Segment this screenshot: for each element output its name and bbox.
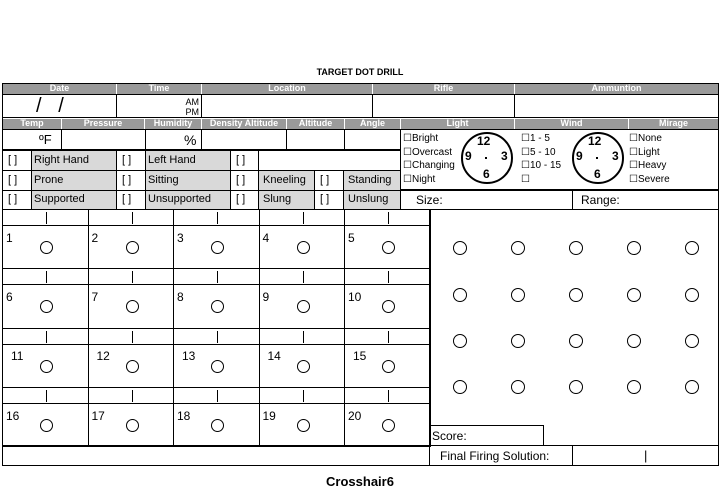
time-am: AM [185,97,199,107]
light-night[interactable]: ☐Night [403,173,436,185]
header-ammunition: Ammuntion [515,84,718,94]
tick-strip [89,403,174,404]
form-title: TARGET DOT DRILL [316,67,404,77]
target-cell [344,387,431,447]
tick-mark [388,212,389,224]
header-mirage: Mirage [629,119,718,129]
target-dot[interactable] [40,300,53,313]
target-dot[interactable] [453,288,467,302]
checkbox-sitting[interactable]: [ ] [116,170,146,191]
light-options [403,132,455,186]
checkbox-unsupported[interactable]: [ ] [116,190,146,210]
target-dot[interactable] [297,241,310,254]
light-overcast[interactable]: ☐Overcast [403,146,452,158]
size-field[interactable]: Size: [400,190,573,210]
checkbox-left-hand[interactable]: [ ] [116,150,146,171]
tick-mark [388,271,389,283]
header-angle: Angle [345,119,400,129]
target-dot[interactable] [40,419,53,432]
checkbox-slung[interactable]: [ ] [230,190,259,210]
target-dot[interactable] [453,334,467,348]
checkbox-unslung[interactable]: [ ] [314,190,344,210]
tick-mark [217,331,218,343]
tick-mark [132,271,133,283]
target-number: 13 [182,348,196,363]
target-cell [2,209,89,269]
target-cell [173,268,260,328]
target-cell [344,328,431,388]
tick-strip [174,225,259,226]
target-number: 14 [267,348,281,363]
target-dot[interactable] [569,334,583,348]
target-cell [259,328,346,388]
position-sitting: Sitting [145,170,231,191]
target-cell [2,328,89,388]
tick-strip [174,344,259,345]
dot-target-grid [429,209,719,446]
position-left-hand: Left Hand [145,150,231,171]
location-field[interactable] [201,94,373,118]
target-dot[interactable] [453,241,467,255]
target-number: 7 [91,290,99,305]
target-dot[interactable] [297,419,310,432]
target-dot[interactable] [511,334,525,348]
target-dot[interactable] [627,241,641,255]
target-cell [259,387,346,447]
pressure-field[interactable] [61,129,146,150]
target-cell [173,328,260,388]
tick-mark [388,390,389,402]
tick-mark [46,331,47,343]
target-dot[interactable] [569,241,583,255]
header-pressure: Pressure [62,119,144,129]
time-pm: PM [185,107,199,117]
target-number: 12 [96,348,110,363]
target-number: 18 [177,408,191,423]
header-light: Light [401,119,514,129]
checkbox-right-hand[interactable]: [ ] [2,150,32,171]
tick-strip [345,284,430,285]
tick-mark [303,212,304,224]
target-cell [88,209,175,269]
target-dot[interactable] [382,300,395,313]
target-cell [173,209,260,269]
tick-strip [345,344,430,345]
target-cell [259,209,346,269]
target-dot[interactable] [685,241,699,255]
footer-brand: Crosshair6 [326,474,394,489]
tick-mark [46,271,47,283]
target-number: 5 [348,231,355,245]
target-dot[interactable] [297,300,310,313]
tick-strip [89,284,174,285]
position-kneeling: Kneeling [258,170,315,191]
target-dot[interactable] [511,241,525,255]
header-density-altitude: Density Altitude [202,119,286,129]
tick-mark [303,390,304,402]
tick-mark [132,212,133,224]
light-changing[interactable]: ☐Changing [403,160,455,171]
tick-mark [303,271,304,283]
target-cell [2,387,89,447]
target-dot[interactable] [211,360,224,373]
blank-cell-a [258,150,401,171]
header-altitude: Altitude [287,119,344,129]
rifle-field[interactable] [372,94,515,118]
tick-strip [174,284,259,285]
numbered-target-grid [2,209,430,446]
target-number: 4 [262,231,270,245]
checkbox-standing[interactable]: [ ] [314,170,344,191]
date-field[interactable]: / / [2,94,117,118]
tick-mark [132,390,133,402]
altitude-field[interactable] [286,129,345,150]
position-unsupported: Unsupported [145,190,231,210]
target-number: 6 [6,290,13,305]
target-dot[interactable] [126,300,139,313]
target-cell [88,328,175,388]
target-dot[interactable] [685,288,699,302]
mirage-none[interactable]: ☐None [629,133,662,144]
target-dot[interactable] [627,288,641,302]
target-dot[interactable] [211,241,224,254]
angle-field[interactable] [344,129,401,150]
checkbox-prone[interactable]: [ ] [2,170,32,191]
ammunition-field[interactable] [514,94,719,118]
light-bright[interactable]: ☐Bright [403,133,439,144]
header-date: Date [3,84,116,94]
target-dot[interactable] [627,380,641,394]
time-field[interactable] [116,94,202,118]
target-dot[interactable] [685,380,699,394]
target-cell [259,268,346,328]
header-wind: Wind [515,119,628,129]
mirage-heavy[interactable]: ☐Heavy [629,160,667,171]
target-number: 17 [91,408,105,423]
target-number: 19 [262,408,276,423]
wind-clock-icon[interactable]: 12 3 6 9 [572,132,624,184]
target-dot[interactable] [685,334,699,348]
target-dot[interactable] [382,360,395,373]
target-number: 15 [353,348,367,363]
wind-options [521,132,561,186]
target-cell [173,387,260,447]
tick-mark [303,331,304,343]
tick-mark [217,390,218,402]
tick-mark [132,331,133,343]
position-right-hand: Right Hand [31,150,117,171]
position-slung: Slung [258,190,315,210]
target-cell [88,268,175,328]
mirage-options [629,132,670,186]
target-dot[interactable] [511,288,525,302]
target-cell [344,268,431,328]
header-location: Location [202,84,372,94]
target-dot[interactable] [569,380,583,394]
target-dot[interactable] [40,241,53,254]
target-dot[interactable] [211,419,224,432]
position-prone: Prone [31,170,117,191]
header-humidity: Humidity [145,119,201,129]
checkbox-supported[interactable]: [ ] [2,190,32,210]
target-number: 1 [6,231,13,245]
tick-mark [217,212,218,224]
tick-mark [217,271,218,283]
temp-field[interactable]: ºF [2,129,62,150]
target-number: 10 [348,290,362,305]
tick-strip [89,225,174,226]
header-rifle: Rifle [373,84,514,94]
checkbox-kneeling[interactable]: [ ] [230,170,259,191]
tick-strip [260,284,345,285]
light-clock-icon[interactable]: 12 3 6 9 [461,132,513,184]
target-dot[interactable] [126,360,139,373]
target-dot[interactable] [126,419,139,432]
tick-mark [46,212,47,224]
target-cell [344,209,431,269]
tick-strip [260,225,345,226]
target-dot[interactable] [297,360,310,373]
mirage-light[interactable]: ☐Light [629,146,660,158]
target-dot[interactable] [453,380,467,394]
target-number: 20 [348,408,362,423]
target-number: 11 [11,348,24,363]
position-unslung: Unslung [343,190,401,210]
position-supported: Supported [31,190,117,210]
tick-strip [345,225,430,226]
target-cell [88,387,175,447]
tick-strip [260,344,345,345]
density-altitude-field[interactable] [201,129,287,150]
tick-strip [3,344,88,345]
humidity-field[interactable]: % [145,129,202,150]
target-dot[interactable] [627,334,641,348]
tick-strip [89,344,174,345]
target-number: 2 [91,231,99,245]
target-number: 3 [177,231,184,245]
target-number: 9 [262,290,270,305]
target-dot[interactable] [382,241,395,254]
range-field[interactable]: Range: [572,190,719,210]
target-dot[interactable] [126,241,139,254]
header-temp: Temp [3,119,61,129]
target-number: 16 [6,408,20,423]
position-standing: Standing [343,170,401,191]
header-time: Time [117,84,201,94]
target-dot[interactable] [511,380,525,394]
target-number: 8 [177,290,184,305]
tick-strip [3,403,88,404]
tick-mark [388,331,389,343]
checkbox-blank-a[interactable]: [ ] [230,150,259,171]
tick-mark [46,390,47,402]
wind-1-5[interactable]: ☐1 - 5 [521,133,550,144]
target-dot[interactable] [569,288,583,302]
wind-5-10[interactable]: ☐5 - 10 [521,146,556,158]
target-dot[interactable] [40,360,53,373]
target-dot[interactable] [382,419,395,432]
score-field[interactable]: Score: [429,425,544,446]
final-firing-solution-field[interactable]: | [572,445,719,466]
tick-strip [3,225,88,226]
wind-blank[interactable]: ☐ [521,173,530,185]
final-firing-solution-label-cell: Final Firing Solution: [429,445,573,466]
tick-strip [174,403,259,404]
mirage-severe[interactable]: ☐Severe [629,173,670,185]
tick-strip [345,403,430,404]
target-dot[interactable] [211,300,224,313]
target-cell [2,268,89,328]
tick-strip [3,284,88,285]
wind-10-15[interactable]: ☐10 - 15 [521,160,562,171]
tick-strip [260,403,345,404]
